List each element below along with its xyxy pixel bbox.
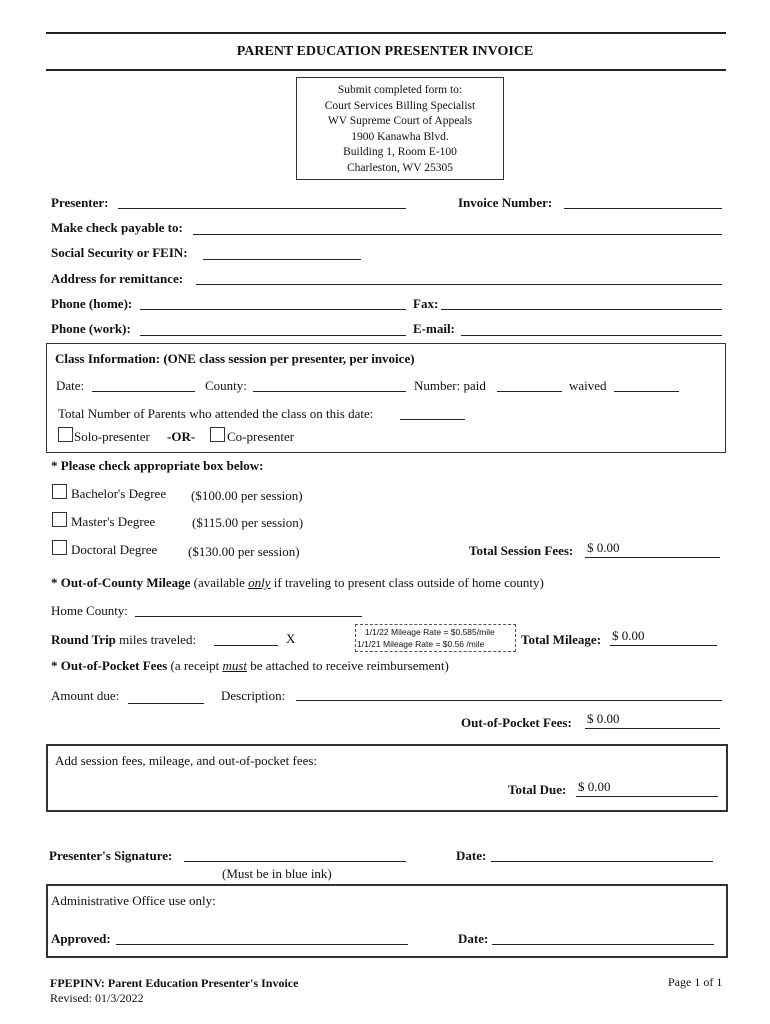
co-presenter-label: Co-presenter: [227, 429, 295, 444]
or-label: -OR-: [167, 429, 196, 444]
admin-note: Administrative Office use only:: [51, 893, 216, 908]
bachelors-label: Bachelor's Degree: [71, 486, 167, 501]
form-code-bold: FPEPINV: [50, 976, 101, 990]
doctoral-checkbox[interactable]: [52, 540, 67, 555]
mileage-rate-2022: 1/1/22 Mileage Rate = $0.585/mile: [365, 627, 495, 637]
mileage-heading-pre: (available: [190, 575, 249, 590]
phone-home-label: Phone (home):: [51, 296, 133, 311]
top-rule: [46, 32, 726, 34]
phone-work-label: Phone (work):: [51, 321, 131, 336]
round-trip-label: [51, 632, 196, 648]
solo-presenter-label: Solo-presenter: [74, 429, 150, 444]
mileage-rate-2021: 1/1/21 Mileage Rate = $0.56 /mile: [357, 639, 485, 649]
total-due-value: $ 0.00: [578, 779, 611, 794]
admin-date-field[interactable]: [492, 944, 714, 945]
oop-heading: [51, 658, 449, 674]
multiply-label: X: [286, 631, 296, 646]
masters-rate: ($115.00 per session): [192, 515, 304, 530]
doctoral-label: Doctoral Degree: [71, 542, 158, 557]
approved-label: Approved:: [51, 931, 111, 946]
total-mileage-value: $ 0.00: [612, 628, 645, 643]
title-rule: [46, 69, 726, 71]
mileage-heading: [51, 575, 544, 591]
fax-label: Fax:: [413, 296, 439, 311]
class-county-label: County:: [205, 378, 247, 393]
address-label: Address for remittance:: [51, 271, 184, 286]
amount-due-field[interactable]: [128, 703, 204, 704]
submit-line: Submit completed form to:: [337, 84, 463, 96]
presenter-field[interactable]: [118, 208, 406, 209]
amount-due-label: Amount due:: [51, 688, 120, 703]
fax-field[interactable]: [441, 309, 722, 310]
total-session-fees-label: Total Session Fees:: [469, 543, 574, 558]
ssn-label: Social Security or FEIN:: [51, 245, 188, 260]
signature-label: Presenter's Signature:: [49, 848, 173, 863]
invoice-number-label: Invoice Number:: [458, 195, 553, 210]
total-session-fees-value: $ 0.00: [587, 540, 620, 555]
payable-label: Make check payable to:: [51, 220, 183, 235]
submit-address-box: [296, 77, 504, 180]
submit-line: Charleston, WV 25305: [347, 161, 453, 174]
class-info-heading: Class Information: (ONE class session per presenter, per invoice): [55, 351, 415, 366]
doctoral-rate: ($130.00 per session): [188, 544, 300, 559]
revised-date: Revised: 01/3/2022: [50, 991, 144, 1005]
description-field[interactable]: [296, 700, 722, 701]
total-session-fees-field[interactable]: [585, 541, 720, 558]
home-county-label: Home County:: [51, 603, 128, 618]
home-county-field[interactable]: [135, 616, 362, 617]
presenter-label: Presenter:: [51, 195, 109, 210]
class-date-label: Date:: [56, 378, 85, 393]
total-mileage-field[interactable]: [610, 629, 717, 646]
signature-date-label: Date:: [456, 848, 487, 863]
round-trip-bold: Round Trip: [51, 632, 116, 647]
submit-line: WV Supreme Court of Appeals: [327, 115, 473, 127]
total-due-instructions: Add session fees, mileage, and out-of-pocket fees:: [55, 753, 318, 768]
email-field[interactable]: [461, 335, 722, 336]
oop-heading-post: be attached to receive reimbursement): [247, 658, 449, 673]
waived-field[interactable]: [614, 391, 679, 392]
oop-total-value: $ 0.00: [587, 711, 620, 726]
number-paid-field[interactable]: [497, 391, 562, 392]
payable-field[interactable]: [193, 234, 722, 235]
mileage-heading-bold: * Out-of-County Mileage: [51, 575, 191, 590]
bachelors-rate: ($100.00 per session): [191, 488, 303, 503]
oop-heading-em: must: [222, 658, 248, 673]
page-title: PARENT EDUCATION PRESENTER INVOICE: [236, 44, 534, 59]
mileage-rate-box: [355, 624, 516, 652]
masters-label: Master's Degree: [71, 514, 156, 529]
signature-field[interactable]: [184, 861, 406, 862]
form-code: [50, 976, 298, 991]
co-presenter-checkbox[interactable]: [210, 427, 225, 442]
oop-heading-bold: * Out-of-Pocket Fees: [51, 658, 168, 673]
round-trip-rest: miles traveled:: [115, 632, 197, 647]
oop-total-label: Out-of-Pocket Fees:: [461, 715, 572, 730]
waived-label: waived: [569, 378, 607, 393]
total-mileage-label: Total Mileage:: [521, 632, 602, 647]
oop-total-field[interactable]: [585, 712, 720, 729]
check-box-note: * Please check appropriate box below:: [51, 458, 264, 473]
mileage-heading-post: if traveling to present class outside of home county): [270, 575, 544, 590]
round-trip-field[interactable]: [214, 645, 278, 646]
blue-ink-note: (Must be in blue ink): [222, 866, 332, 881]
ssn-field[interactable]: [203, 259, 361, 260]
signature-date-field[interactable]: [491, 861, 713, 862]
oop-heading-pre: (a receipt: [167, 658, 223, 673]
submit-line: 1900 Kanawha Blvd.: [351, 130, 449, 143]
masters-checkbox[interactable]: [52, 512, 67, 527]
solo-presenter-checkbox[interactable]: [58, 427, 73, 442]
total-parents-field[interactable]: [400, 419, 465, 420]
bachelors-checkbox[interactable]: [52, 484, 67, 499]
phone-home-field[interactable]: [140, 309, 406, 310]
mileage-heading-em: only: [248, 575, 271, 590]
submit-line: Building 1, Room E-100: [343, 146, 457, 158]
invoice-number-field[interactable]: [564, 208, 722, 209]
description-label: Description:: [221, 688, 286, 703]
admin-date-label: Date:: [458, 931, 489, 946]
class-county-field[interactable]: [253, 391, 406, 392]
number-paid-label: Number: paid: [414, 378, 486, 393]
form-name: : Parent Education Presenter's Invoice: [100, 976, 299, 990]
submit-line: Court Services Billing Specialist: [324, 99, 476, 112]
email-label: E-mail:: [413, 321, 455, 336]
phone-work-field[interactable]: [140, 335, 406, 336]
total-due-field[interactable]: [576, 780, 718, 797]
page-number: Page 1 of 1: [668, 975, 723, 989]
address-field[interactable]: [196, 284, 722, 285]
total-due-label: Total Due:: [508, 782, 567, 797]
approved-field[interactable]: [116, 944, 408, 945]
total-parents-label: Total Number of Parents who attended the class on this date:: [58, 406, 374, 421]
class-date-field[interactable]: [92, 391, 195, 392]
